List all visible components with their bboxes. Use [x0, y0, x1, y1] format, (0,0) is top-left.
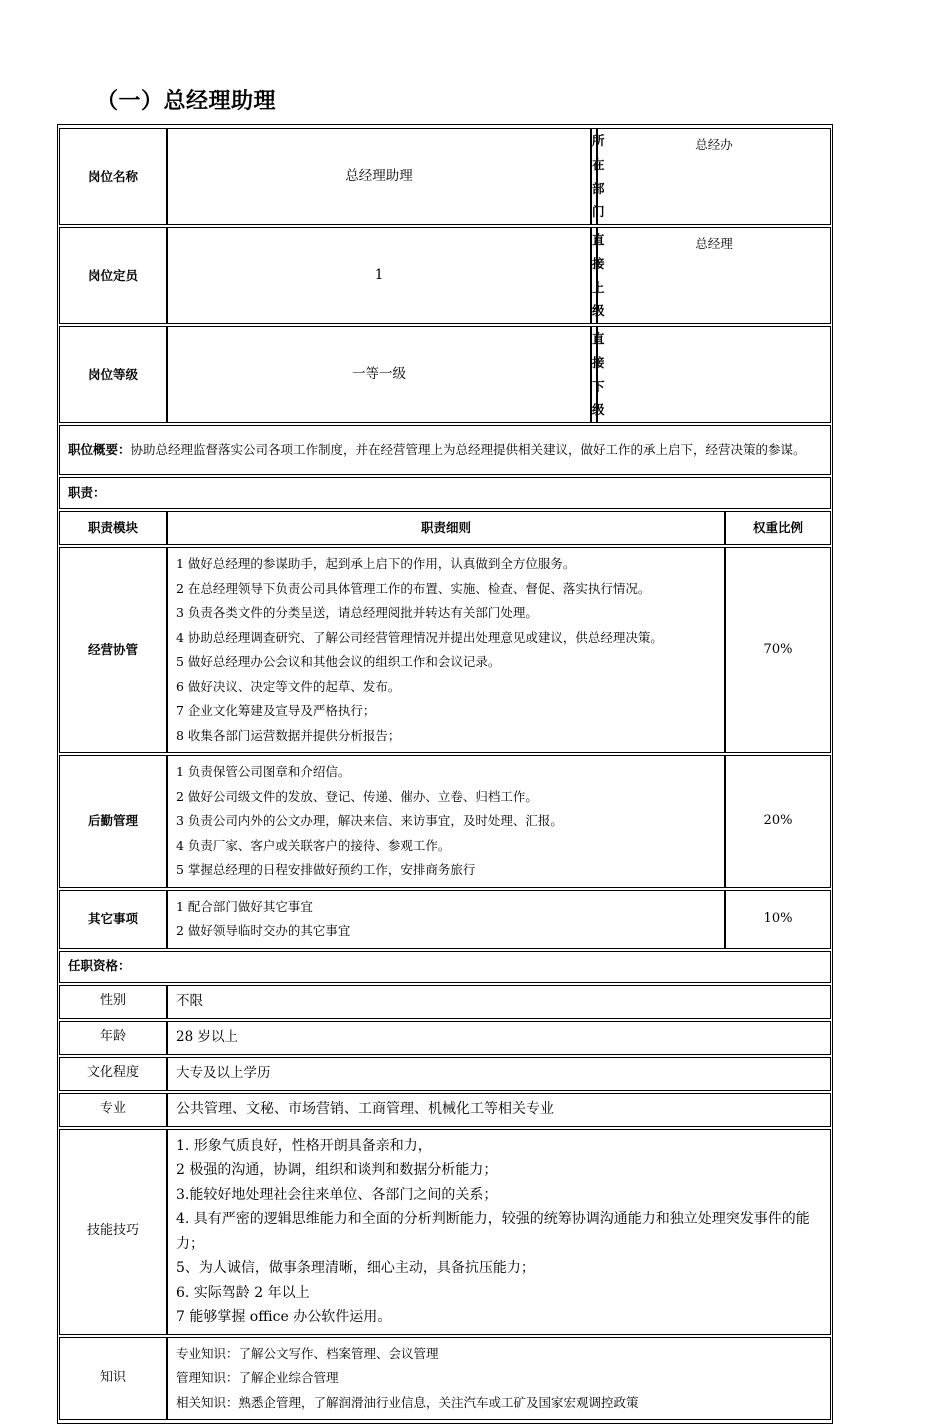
header-module: 职责模块	[59, 511, 167, 545]
job-table	[59, 126, 831, 1422]
age-label: 年龄	[59, 1021, 167, 1055]
skills-list	[167, 1129, 831, 1335]
row-knowledge	[59, 1337, 831, 1421]
row-skills	[59, 1129, 831, 1335]
list-item: 5 做好总经理办公会议和其他会议的组织工作和会议记录。	[176, 654, 501, 669]
list-item: 2 在总经理领导下负责公司具体管理工作的布置、实施、检查、督促、落实执行情况。	[176, 580, 651, 596]
list-item: 3 负责各类文件的分类呈送，请总经理阅批并转达有关部门处理。	[176, 605, 538, 620]
row-age	[59, 1021, 831, 1055]
page-title: （一）总经理助理	[96, 89, 277, 114]
qualifications-label-cell	[59, 951, 831, 983]
list-item: 1 配合部门做好其它事宜	[176, 898, 313, 914]
list-item: 管理知识：了解企业综合管理	[176, 1370, 339, 1385]
list-item: 4. 具有严密的逻辑思维能力和全面的分析判断能力，较强的统筹协调沟通能力和独立处理突发事件的能力；	[176, 1211, 810, 1252]
major-value: 公共管理、文秘、市场营销、工商管理、机械化工等相关专业	[167, 1093, 831, 1127]
department-value: 总经办	[597, 128, 831, 225]
header-weight: 权重比例	[725, 511, 831, 545]
row-headcount	[59, 227, 831, 324]
list-item: 1 负责保管公司图章和介绍信。	[176, 764, 351, 779]
module-weight: 70%	[725, 547, 831, 753]
skills-label: 技能技巧	[59, 1129, 167, 1335]
list-item: 7 能够掌握 office 办公软件运用。	[176, 1309, 392, 1325]
education-value: 大专及以上学历	[167, 1057, 831, 1091]
duties-label: 职责：	[68, 484, 106, 500]
list-item: 8 收集各部门运营数据并提供分析报告；	[176, 727, 401, 743]
subordinate-label: 直接下级	[591, 326, 597, 423]
row-module-other	[59, 890, 831, 949]
row-duties-header	[59, 511, 831, 545]
qualifications-label: 任职资格：	[68, 958, 131, 974]
row-major	[59, 1093, 831, 1127]
grade-value: 一等一级	[167, 326, 591, 423]
summary-label: 职位概要：	[68, 441, 131, 457]
education-label: 文化程度	[59, 1057, 167, 1091]
gender-label: 性别	[59, 985, 167, 1019]
list-item: 6 做好决议、决定等文件的起草、发布。	[176, 678, 401, 694]
list-item: 2 做好公司级文件的发放、登记、传递、催办、立卷、归档工作。	[176, 788, 538, 804]
row-grade	[59, 326, 831, 423]
row-qualifications-label	[59, 951, 831, 983]
subordinate-value	[597, 326, 831, 423]
list-item: 3.能较好地处理社会往来单位、各部门之间的关系；	[176, 1186, 498, 1203]
row-module-logistics	[59, 755, 831, 888]
headcount-value: 1	[167, 227, 591, 324]
list-item: 1 做好总经理的参谋助手，起到承上启下的作用，认真做到全方位服务。	[176, 556, 576, 571]
list-item: 专业知识：了解公文写作、档案管理、会议管理	[176, 1345, 439, 1361]
list-item: 相关知识：熟悉企管理，了解润滑油行业信息，关注汽车或工矿及国家宏观调控政策	[176, 1394, 639, 1410]
list-item: 4 协助总经理调查研究、了解公司经营管理情况并提出处理意见或建议，供总经理决策。	[176, 629, 663, 645]
gender-value: 不限	[167, 985, 831, 1019]
position-name-label: 岗位名称	[59, 128, 167, 225]
summary-cell	[59, 425, 831, 475]
summary-text: 协助总经理监督落实公司各项工作制度，并在经营管理上为总经理提供相关建议，做好工作的承上启下，经营决策的参谋。	[130, 441, 806, 457]
age-value: 28 岁以上	[167, 1021, 831, 1055]
module-items	[167, 755, 725, 888]
module-name: 后勤管理	[59, 755, 167, 888]
row-gender	[59, 985, 831, 1019]
row-module-operations	[59, 547, 831, 753]
row-duties-label	[59, 477, 831, 509]
superior-value: 总经理	[597, 227, 831, 324]
row-summary	[59, 425, 831, 475]
module-name: 经营协管	[59, 547, 167, 753]
row-education	[59, 1057, 831, 1091]
list-item: 1. 形象气质良好，性格开朗具备亲和力，	[176, 1137, 432, 1154]
knowledge-label: 知识	[59, 1337, 167, 1421]
position-name-value: 总经理助理	[167, 128, 591, 225]
list-item: 7 企业文化筹建及宣导及严格执行；	[176, 703, 376, 718]
duties-label-cell	[59, 477, 831, 509]
grade-label: 岗位等级	[59, 326, 167, 423]
knowledge-list	[167, 1337, 831, 1421]
list-item: 5、为人诚信，做事条理清晰，细心主动，具备抗压能力；	[176, 1260, 535, 1276]
list-item: 5 掌握总经理的日程安排做好预约工作，安排商务旅行	[176, 862, 476, 877]
superior-label: 直接上级	[591, 227, 597, 324]
major-label: 专业	[59, 1093, 167, 1127]
list-item: 2 做好领导临时交办的其它事宜	[176, 923, 351, 938]
list-item: 4 负责厂家、客户或关联客户的接待、参观工作。	[176, 837, 451, 853]
module-weight: 10%	[725, 890, 831, 949]
module-weight: 20%	[725, 755, 831, 888]
row-position-name	[59, 128, 831, 225]
list-item: 3 负责公司内外的公文办理，解决来信、来访事宜，及时处理、汇报。	[176, 813, 563, 828]
job-description-form	[57, 124, 833, 1424]
list-item: 2 极强的沟通，协调，组织和谈判和数据分析能力；	[176, 1162, 498, 1178]
header-detail: 职责细则	[167, 511, 725, 545]
department-label: 所在部门	[591, 128, 597, 225]
module-items	[167, 890, 725, 949]
headcount-label: 岗位定员	[59, 227, 167, 324]
module-name: 其它事项	[59, 890, 167, 949]
list-item: 6. 实际驾龄 2 年以上	[176, 1284, 310, 1301]
module-items	[167, 547, 725, 753]
